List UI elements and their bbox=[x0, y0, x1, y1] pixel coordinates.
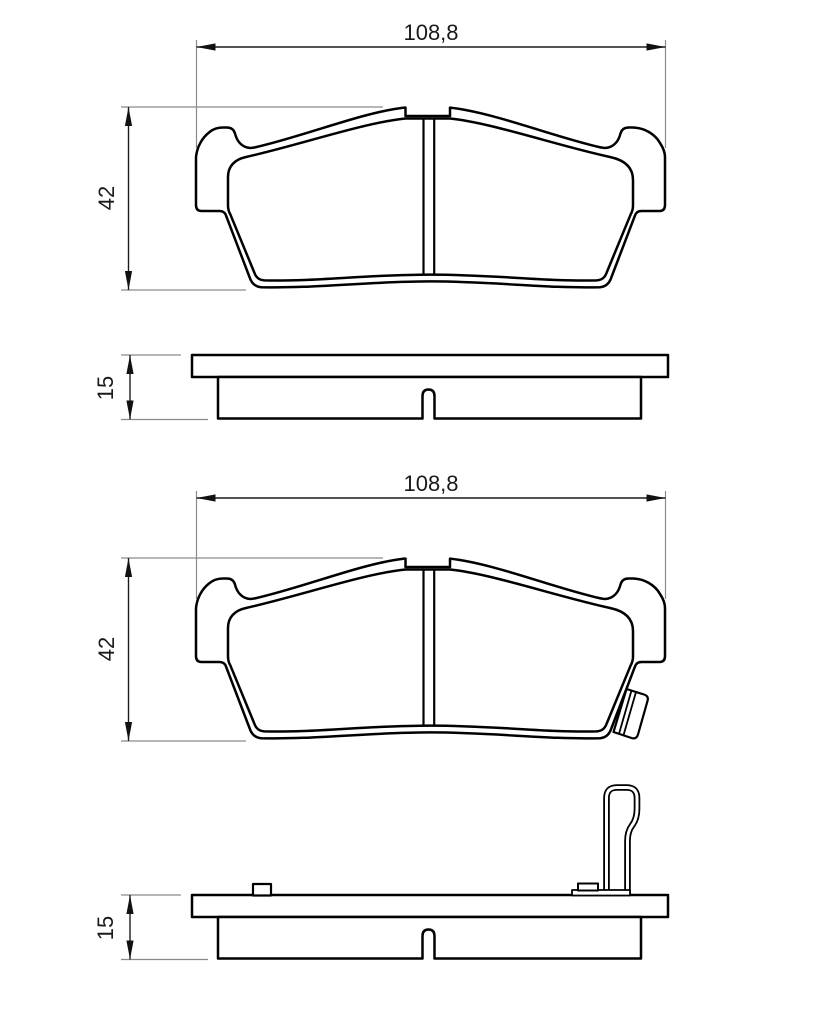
brake-pad-side-top bbox=[192, 355, 668, 419]
arrowhead bbox=[197, 43, 216, 50]
arrowhead bbox=[126, 355, 133, 374]
clip-strip-outer bbox=[607, 788, 638, 895]
arrowhead bbox=[197, 494, 216, 501]
dim-label-thickness-top: 15 bbox=[93, 375, 118, 401]
dim-label-width-bottom: 108,8 bbox=[403, 471, 459, 496]
arrowhead bbox=[647, 43, 666, 50]
wear-indicator-spring-clip bbox=[572, 788, 637, 896]
clip-rivet-lug bbox=[578, 884, 598, 891]
arrowhead bbox=[126, 941, 133, 960]
side-view-bottom bbox=[93, 788, 668, 960]
front-view-bottom bbox=[94, 471, 666, 741]
dim-label-height-top: 42 bbox=[94, 185, 119, 211]
dim-label-thickness-bottom: 15 bbox=[93, 915, 118, 941]
arrowhead bbox=[647, 494, 666, 501]
brake-pad-front-top bbox=[196, 108, 665, 288]
plate-lug bbox=[253, 884, 271, 896]
arrowhead bbox=[125, 558, 132, 577]
clip-strip-inner bbox=[607, 788, 638, 894]
dim-label-width-top: 108,8 bbox=[403, 20, 459, 45]
side-view-top bbox=[93, 355, 668, 420]
arrowhead bbox=[125, 271, 132, 290]
arrowhead bbox=[126, 401, 133, 420]
arrowhead bbox=[125, 107, 132, 126]
brake-pad-front-bottom bbox=[196, 559, 665, 739]
front-view-top bbox=[94, 20, 666, 290]
arrowhead bbox=[125, 722, 132, 741]
dim-label-height-bottom: 42 bbox=[94, 636, 119, 662]
arrowhead bbox=[126, 895, 133, 914]
brake-pad-side-bottom bbox=[192, 895, 668, 959]
